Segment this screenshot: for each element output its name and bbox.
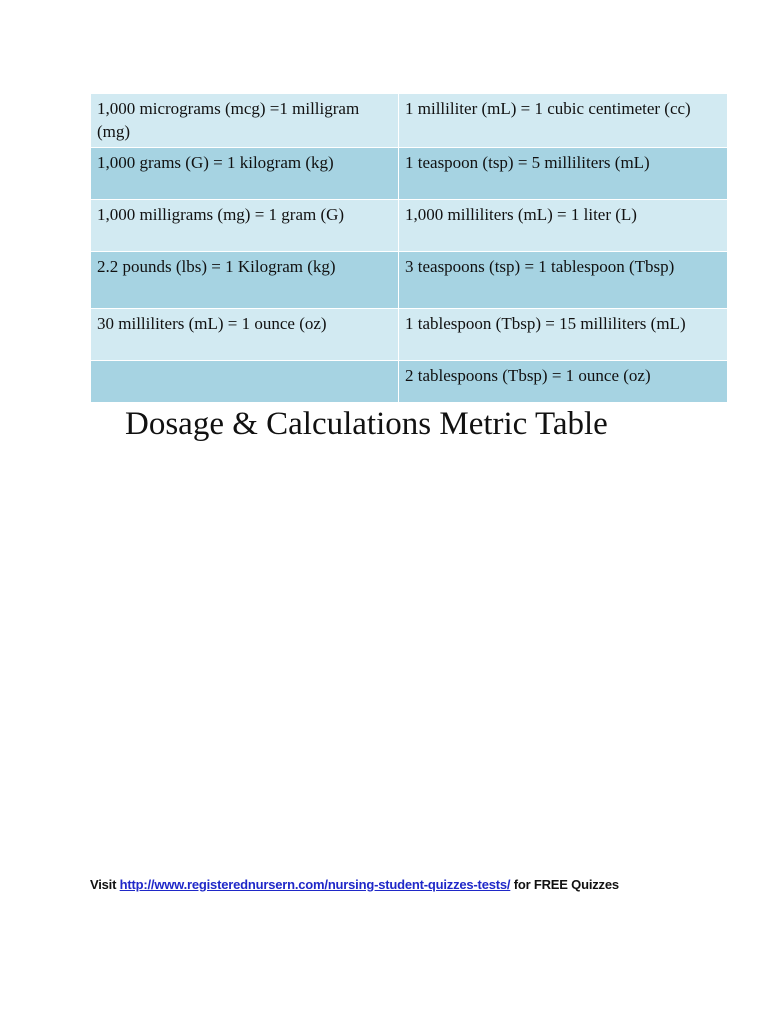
table-cell: 2 tablespoons (Tbsp) = 1 ounce (oz) [399,361,728,403]
table-cell: 1,000 milliliters (mL) = 1 liter (L) [399,200,728,252]
table-cell: 1,000 micrograms (mcg) =1 milligram (mg) [91,94,399,148]
footer-prefix: Visit [90,877,120,892]
page-title: Dosage & Calculations Metric Table [125,406,608,442]
table-cell: 1,000 milligrams (mg) = 1 gram (G) [91,200,399,252]
table-row [91,200,728,252]
table-cell: 1 milliliter (mL) = 1 cubic centimeter (cc) [399,94,728,148]
table-cell: 3 teaspoons (tsp) = 1 tablespoon (Tbsp) [399,252,728,309]
table-row [91,361,728,403]
table-row [91,148,728,200]
table-row [91,309,728,361]
table-cell: 30 milliliters (mL) = 1 ounce (oz) [91,309,399,361]
table-cell-empty [91,361,399,403]
table-row [91,94,728,148]
table-cell: 1 teaspoon (tsp) = 5 milliliters (mL) [399,148,728,200]
table-row [91,252,728,309]
table-cell: 2.2 pounds (lbs) = 1 Kilogram (kg) [91,252,399,309]
table-cell: 1 tablespoon (Tbsp) = 15 milliliters (mL) [399,309,728,361]
table-cell: 1,000 grams (G) = 1 kilogram (kg) [91,148,399,200]
metric-conversion-table [90,93,728,403]
quizzes-link[interactable]: http://www.registerednursern.com/nursing-student-quizzes-tests/ [119,877,511,892]
footer-suffix: for FREE Quizzes [510,877,619,892]
footer-note [90,876,619,894]
